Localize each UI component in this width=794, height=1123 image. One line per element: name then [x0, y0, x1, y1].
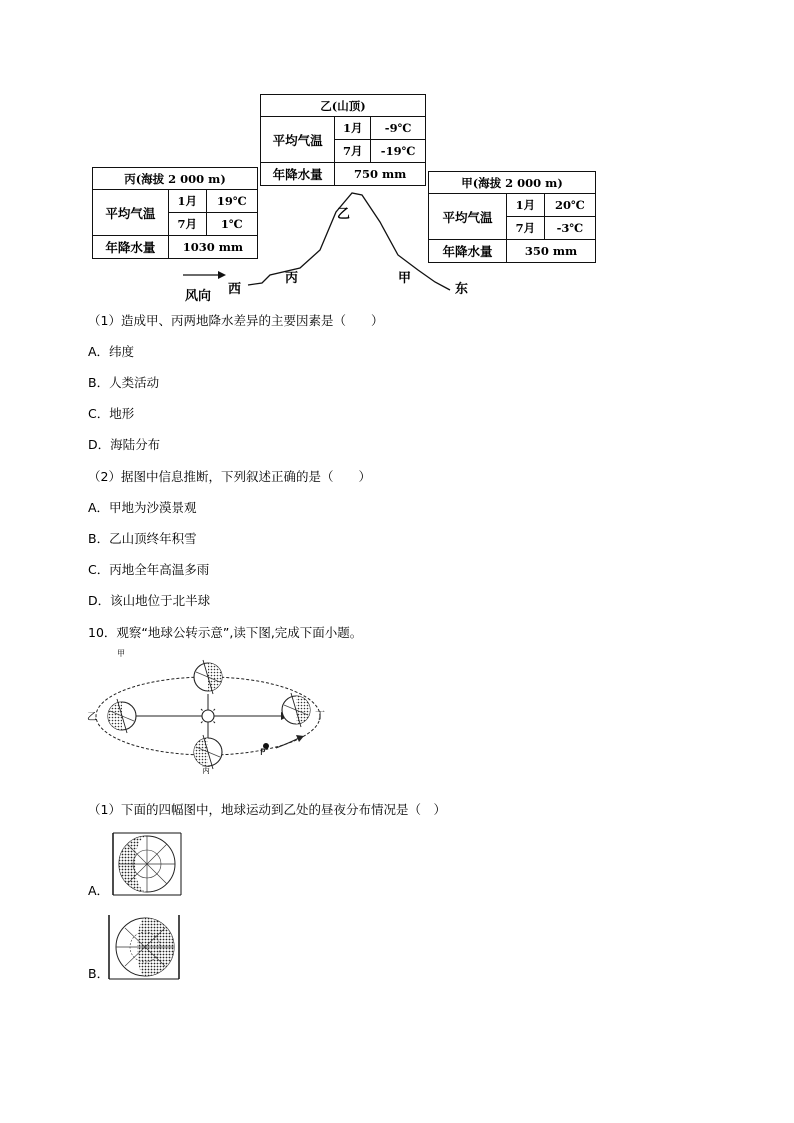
- jia-precip-value: 350 mm: [507, 240, 596, 263]
- option-b-globe-image: [108, 914, 180, 980]
- jia-climate-table: [428, 171, 596, 263]
- q10-1-option-a[interactable]: A．: [88, 883, 110, 898]
- wind-arrow-head: [218, 271, 226, 279]
- orbit-label-yi: 乙: [87, 712, 97, 723]
- yi-jan-label: 1月: [335, 117, 371, 140]
- bing-precip-label: 年降水量: [93, 236, 169, 259]
- east-label: 东: [455, 282, 469, 297]
- earth-ding-icon: [282, 693, 310, 727]
- orbit-label-ding: 丁: [315, 711, 325, 722]
- yi-title: 乙(山顶): [261, 95, 426, 117]
- yi-jan-value: -9℃: [371, 117, 426, 140]
- bing-title: 丙(海拔 2 000 m): [93, 168, 258, 190]
- yi-climate-table: [260, 94, 426, 186]
- yi-precip-value: 750 mm: [335, 163, 426, 186]
- jia-title: 甲(海拔 2 000 m): [429, 172, 596, 194]
- bing-climate-table: [92, 167, 258, 259]
- jia-jul-label: 7月: [507, 217, 545, 240]
- q9-1-stem: （1）造成甲、丙两地降水差异的主要因素是（ ）: [88, 313, 384, 328]
- jia-point-label: 甲: [398, 271, 412, 286]
- q9-1-option-d[interactable]: D．海陆分布: [88, 437, 161, 452]
- earth-bing-icon: [194, 735, 222, 769]
- option-a-globe-image: [112, 832, 182, 896]
- orbit-label-bing: 丙: [202, 766, 210, 775]
- jia-jan-label: 1月: [507, 194, 545, 217]
- yi-jul-label: 7月: [335, 140, 371, 163]
- bing-jan-value: 19℃: [206, 190, 257, 213]
- yi-jul-value: -19℃: [371, 140, 426, 163]
- jia-temp-label: 平均气温: [429, 194, 507, 240]
- bing-temp-label: 平均气温: [93, 190, 169, 236]
- q9-2-option-d[interactable]: D．该山地位于北半球: [88, 593, 211, 608]
- q9-2-option-b[interactable]: B．乙山顶终年积雪: [88, 531, 197, 546]
- wind-label: 风向: [185, 289, 212, 304]
- q9-2-option-a[interactable]: A．甲地为沙漠景观: [88, 500, 197, 515]
- bing-jul-value: 1℃: [206, 213, 257, 236]
- q10-1-stem: （1）下面的四幅图中，地球运动到乙处的昼夜分布情况是（ ）: [88, 802, 446, 817]
- jia-jan-value: 20℃: [544, 194, 595, 217]
- peak-label: 乙: [337, 207, 351, 222]
- earth-jia-icon: [194, 660, 222, 694]
- jia-precip-label: 年降水量: [429, 240, 507, 263]
- orbit-label-p: P: [260, 748, 266, 758]
- q10-1-option-b[interactable]: B．: [88, 966, 110, 981]
- jia-jul-value: -3℃: [544, 217, 595, 240]
- q9-1-option-a[interactable]: A．纬度: [88, 344, 135, 359]
- bing-jan-label: 1月: [168, 190, 206, 213]
- orbit-diagram: [84, 650, 344, 780]
- bing-jul-label: 7月: [168, 213, 206, 236]
- west-label: 西: [228, 282, 242, 297]
- bing-precip-value: 1030 mm: [168, 236, 257, 259]
- q9-2-option-c[interactable]: C．丙地全年高温多雨: [88, 562, 210, 577]
- yi-precip-label: 年降水量: [261, 163, 335, 186]
- motion-arrow-line: [276, 738, 299, 748]
- earth-yi-icon: [108, 699, 136, 733]
- yi-temp-label: 平均气温: [261, 117, 335, 163]
- q9-1-option-c[interactable]: C．地形: [88, 406, 135, 421]
- bing-point-label: 丙: [285, 271, 299, 286]
- q10-stem: 10．观察“地球公转示意”,读下图,完成下面小题。: [88, 625, 363, 640]
- q9-1-option-b[interactable]: B．人类活动: [88, 375, 160, 390]
- orbit-label-jia: 甲: [117, 649, 125, 658]
- q9-2-stem: （2）据图中信息推断，下列叙述正确的是（ ）: [88, 469, 371, 484]
